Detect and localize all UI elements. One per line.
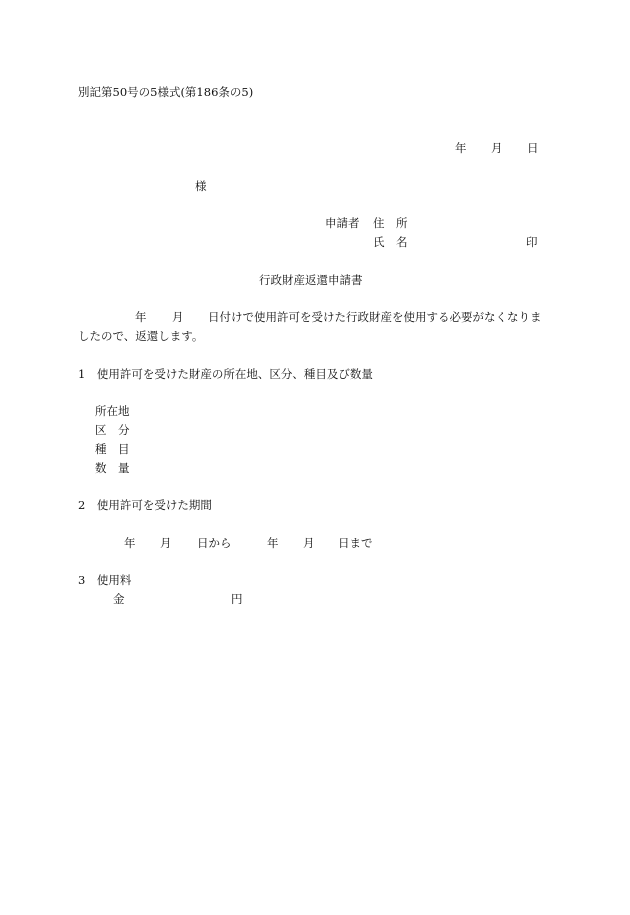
date-day-label: 日 [527, 141, 539, 155]
period-to-year-label: 年 [267, 536, 279, 550]
period-to-month-label: 月 [303, 536, 315, 550]
addressee-honorific: 様 [195, 179, 207, 193]
applicant-label: 申請者 [325, 216, 360, 230]
section-3-heading: 3 使用料 [78, 573, 132, 587]
period-from-day-label: 日から [197, 536, 232, 550]
applicant-address-label: 住 所 [373, 216, 408, 230]
body-month-label: 月 [172, 310, 184, 324]
item-category-label: 区 分 [95, 423, 130, 437]
fee-currency-label: 円 [231, 592, 243, 606]
period-from-month-label: 月 [160, 536, 172, 550]
item-type-label: 種 目 [95, 442, 130, 456]
period-from-year-label: 年 [124, 536, 136, 550]
document-title: 行政財産返還申請書 [259, 273, 363, 287]
section-1-heading: 1 使用許可を受けた財産の所在地、区分、種目及び数量 [78, 367, 373, 381]
applicant-name-label: 氏 名 [373, 235, 408, 249]
seal-mark: 印 [526, 235, 538, 249]
section-2-heading: 2 使用許可を受けた期間 [78, 498, 212, 512]
body-text-line-2: したので、返還します。 [78, 329, 204, 343]
body-year-label: 年 [135, 310, 147, 324]
body-text-line-1: 日付けで使用許可を受けた行政財産を使用する必要がなくなりま [208, 310, 542, 324]
item-quantity-label: 数 量 [95, 461, 130, 475]
date-month-label: 月 [491, 141, 503, 155]
form-label: 別記第50号の5様式(第186条の5) [78, 85, 254, 99]
fee-amount-prefix: 金 [113, 592, 125, 606]
period-to-day-label: 日まで [338, 536, 373, 550]
date-year-label: 年 [455, 141, 467, 155]
item-location-label: 所在地 [95, 404, 130, 418]
